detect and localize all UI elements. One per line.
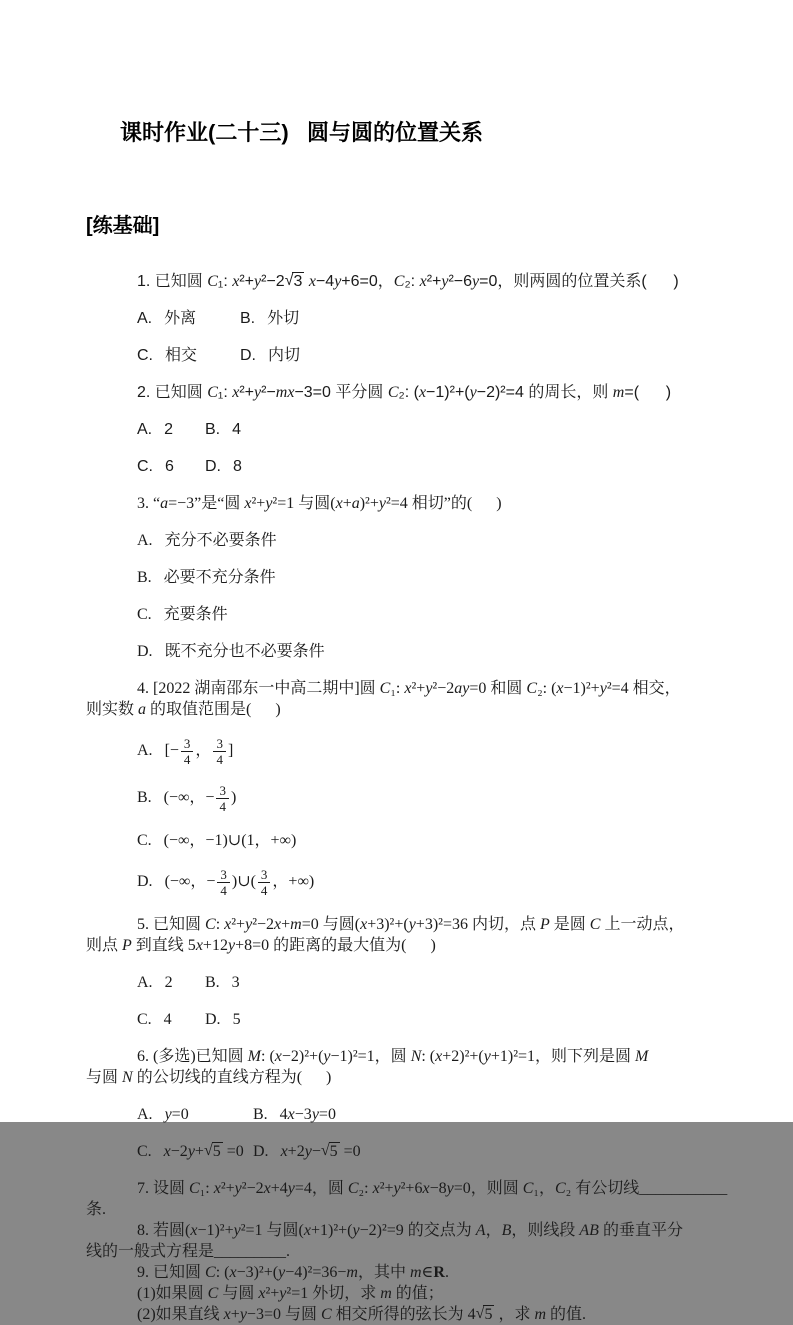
question-8 — [86, 1220, 707, 1262]
question-5-stem-line-1: 5. 已知圆 C: x²+y²−2x+m=0 与圆(x+3)²+(y+3)²=36 内切，点 P 是圆 C 上一动点， — [137, 916, 685, 933]
question-5-option-c: C. 4 — [137, 1011, 172, 1028]
question-2-option-c: C. 6 — [137, 458, 174, 475]
question-3-option-d: D. 既不充分也不必要条件 — [137, 643, 325, 660]
question-4-stem-line-2: 则实数 a 的取值范围是( ) — [86, 701, 281, 718]
question-8-stem-line-1: 8. 若圆(x−1)²+y²=1 与圆(x+1)²+(y−2)²=9 的交点为 A，B，则线段 AB 的垂直平分 — [137, 1222, 683, 1239]
section-header-basic-practice: [练基础] — [86, 215, 160, 237]
question-2-option-d: D. 8 — [205, 458, 242, 475]
question-8-stem-line-2: 线的一般式方程是_________. — [86, 1243, 291, 1260]
question-4-option-a: A. [− $\frac{3}{4}$ ， $\frac{3}{4}$ ] — [137, 736, 234, 767]
question-6-option-d: D. x+2y−√5 =0 — [253, 1142, 361, 1160]
question-6-stem-line-1: 6. (多选)已知圆 M: (x−2)²+(y−1)²=1，圆 N: (x+2)²+(y+1)²=1，则下列是圆 M — [137, 1048, 649, 1065]
question-2-options-row-2 — [86, 456, 707, 477]
question-1-option-b: B. 外切 — [240, 310, 300, 327]
question-2-option-b: B. 4 — [205, 421, 242, 438]
question-3-option-c: C. 充要条件 — [137, 606, 228, 623]
question-6-options-row-1 — [86, 1104, 707, 1125]
question-3-option-b: B. 必要不充分条件 — [137, 569, 276, 586]
question-2-options-row-1 — [86, 419, 707, 440]
question-6-options-row-2 — [86, 1141, 707, 1162]
page-title: 课时作业(二十三) 圆与圆的位置关系 — [120, 120, 483, 145]
question-2-stem: 2. 已知圆 C₁: x²+y²−mx−3=0 平分圆 C₂: (x−1)²+(y−2)²=4 的周长，则 m=( ) — [137, 384, 672, 401]
question-3-stem: 3. “a=−3”是“圆 x²+y²=1 与圆(x+a)²+y²=4 相切”的( ) — [137, 495, 502, 512]
question-5-stem-line-2: 则点 P 到直线 5x+12y+8=0 的距离的最大值为( ) — [86, 937, 436, 954]
question-6-option-b: B. 4x−3y=0 — [253, 1106, 336, 1123]
question-6 — [86, 1046, 707, 1162]
question-5-options-row-1 — [86, 972, 707, 993]
question-1-option-d: D. 内切 — [240, 347, 301, 364]
question-5-option-d: D. 5 — [205, 1011, 241, 1028]
question-2-option-a: A. 2 — [137, 421, 174, 438]
question-4-option-d: D. (−∞，− $\frac{3}{4}$ )∪( $\frac{3}{4}$ ，+∞) — [137, 867, 315, 898]
question-4-stem-line-1: 4. [2022 湖南邵东一中高二期中]圆 C₁: x²+y²−2ay=0 和圆 C₂: (x−1)²+y²=4 相交， — [137, 680, 681, 697]
question-9-stem: 9. 已知圆 C: (x−3)²+(y−4)²=36−m，其中 m∈R. — [137, 1264, 449, 1281]
question-4 — [86, 678, 707, 898]
question-4-option-c: C. (−∞，−1)∪(1，+∞) — [137, 832, 297, 849]
question-5-options-row-2 — [86, 1009, 707, 1030]
question-1 — [86, 271, 707, 366]
question-7 — [86, 1178, 728, 1220]
question-1-stem: 1. 已知圆 C₁: x²+y²−2√3 x−4y+6=0，C₂: x²+y²−6y=0，则两圆的位置关系( ) — [137, 272, 679, 290]
question-5 — [86, 914, 707, 1030]
question-1-option-a: A. 外离 — [137, 310, 197, 327]
question-1-options-row-2 — [86, 345, 707, 366]
question-1-options-row-1 — [86, 308, 707, 329]
question-7-stem-line-2: 条. — [86, 1201, 107, 1218]
question-3-option-a: A. 充分不必要条件 — [137, 532, 277, 549]
question-9-part-2: (2)如果直线 x+y−3=0 与圆 C 相交所得的弦长为 4√5 ，求 m 的值. — [137, 1305, 587, 1323]
question-6-option-a: A. y=0 — [137, 1106, 189, 1123]
question-9-part-1: (1)如果圆 C 与圆 x²+y²=1 外切，求 m 的值； — [137, 1285, 444, 1302]
question-9 — [86, 1262, 707, 1325]
question-6-option-c: C. x−2y+√5 =0 — [137, 1142, 244, 1160]
question-7-stem-line-1: 7. 设圆 C₁: x²+y²−2x+4y=4，圆 C₂: x²+y²+6x−8y=0，则圆 C₁，C₂ 有公切线___________ — [137, 1180, 728, 1197]
question-5-option-b: B. 3 — [205, 974, 240, 991]
question-1-option-c: C. 相交 — [137, 347, 198, 364]
question-5-option-a: A. 2 — [137, 974, 173, 991]
question-2 — [86, 382, 707, 477]
question-4-option-b: B. (−∞，− $\frac{3}{4}$ ) — [137, 783, 237, 814]
question-list — [86, 271, 728, 1325]
question-6-stem-line-2: 与圆 N 的公切线的直线方程为( ) — [86, 1069, 332, 1086]
question-3 — [86, 493, 707, 662]
